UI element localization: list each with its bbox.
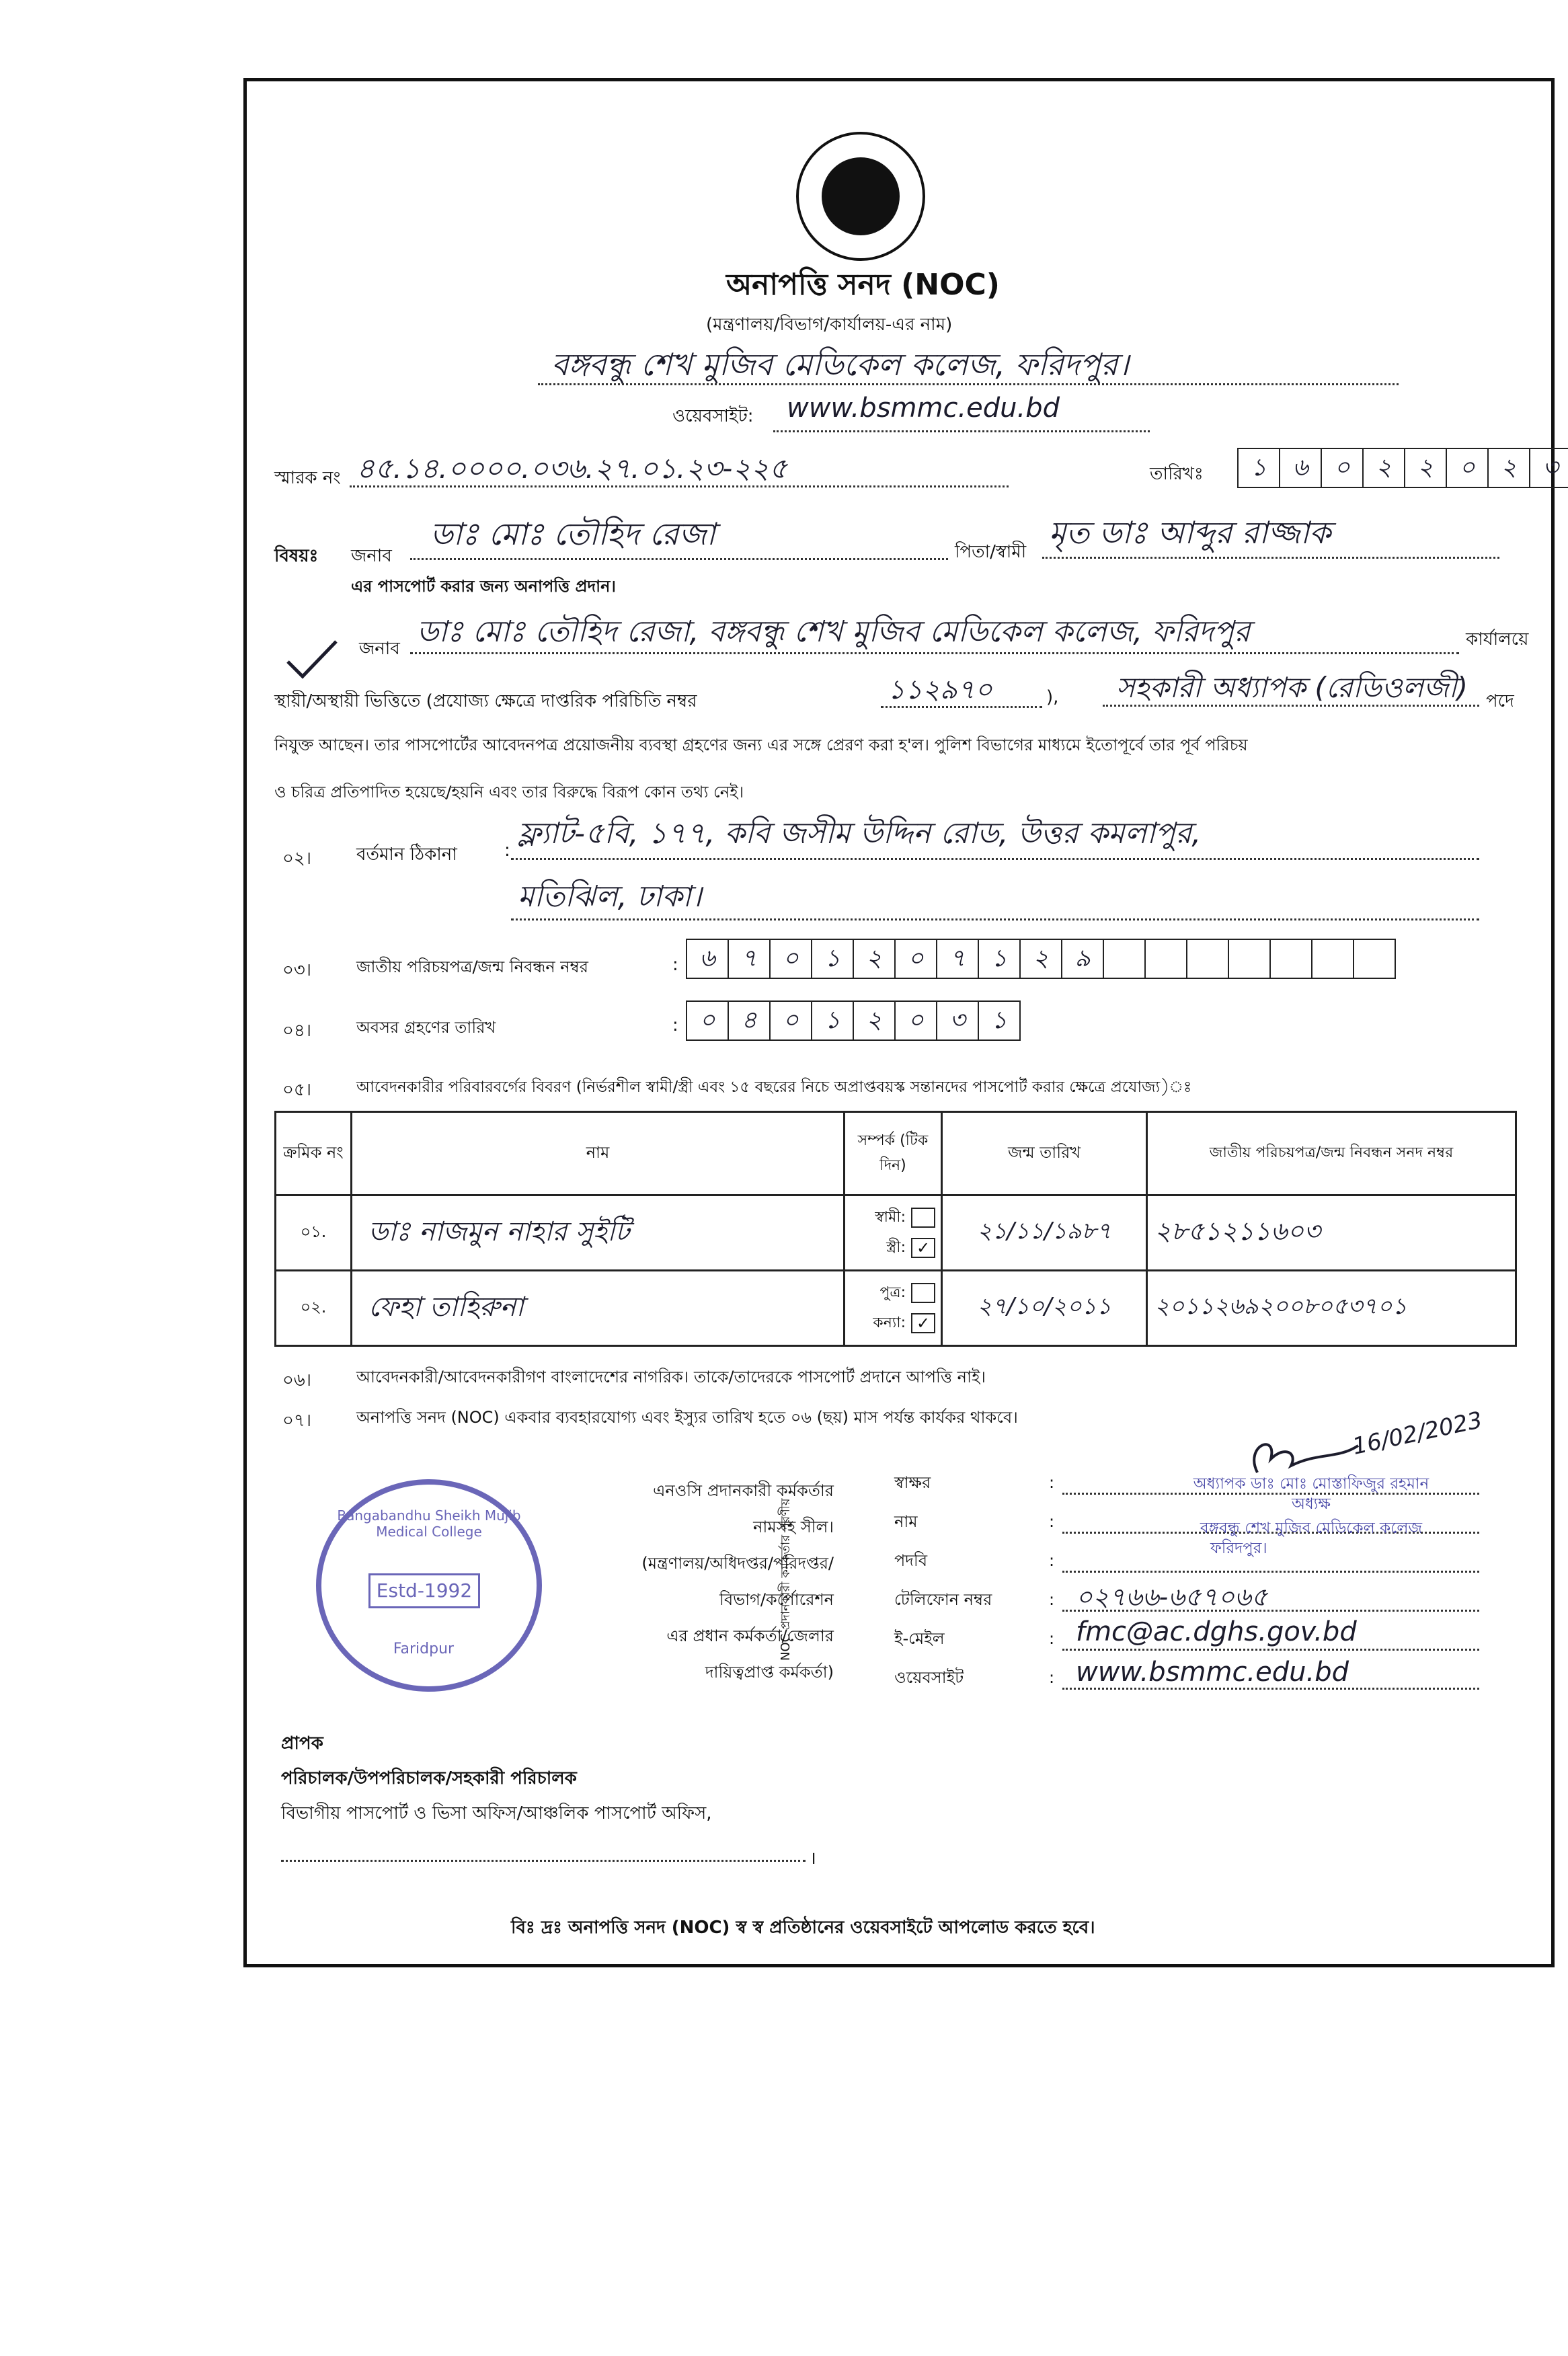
colon: : <box>672 955 678 975</box>
applicant-name: ডাঃ মোঃ তৌহিদ রেজা <box>430 516 715 552</box>
stamp-org: বঙ্গবন্ধু শেখ মুজিব মেডিকেল কলেজ <box>1200 1520 1423 1537</box>
colon-column: : : : : : : <box>1049 1473 1055 1687</box>
signatory-line: বিভাগ/কর্পোরেশন <box>719 1590 834 1609</box>
stamp-name: অধ্যাপক ডাঃ মোঃ মোস্তাফিজুর রহমান <box>1193 1475 1429 1493</box>
table-header-row <box>276 1112 1516 1195</box>
signatory-line: (মন্ত্রণালয়/অধিদপ্তর/পরিদপ্তর/ <box>641 1554 834 1573</box>
seal-text: Bangabandhu Sheikh Mujib Medical College <box>337 1507 521 1540</box>
subject-purpose: এর পাসপোর্ট করার জন্য অনাপত্তি প্রদান। <box>351 577 617 596</box>
memo-number: ৪৫.১৪.০০০০.০৩৬.২৭.০১.২৩-২২৫ <box>356 452 788 485</box>
item-number-02: ০২। <box>282 849 312 869</box>
father-name: মৃত ডাঃ আব্দুর রাজ্জাক <box>1049 514 1331 551</box>
signatory-line: নামসহ সীল। <box>753 1518 834 1536</box>
subject-label: বিষয়ঃ <box>274 546 319 566</box>
document-title: অনাপত্তি সনদ (NOC) <box>726 268 1000 302</box>
signature-date: 16/02/2023 <box>1349 1407 1485 1460</box>
relation-option-label: স্ত্রী: <box>886 1239 906 1256</box>
tick-mark-icon <box>285 639 339 682</box>
post-suffix: পদে <box>1486 691 1514 711</box>
address-line2: মতিঝিল, ঢাকা। <box>518 879 702 914</box>
father-label: পিতা/স্বামী <box>955 542 1027 562</box>
relation-checkbox[interactable]: ✓ <box>911 1238 935 1258</box>
recipient-line1: পরিচালক/উপপরিচালক/সহকারী পরিচালক <box>281 1768 577 1789</box>
stamp-title: অধ্যক্ষ <box>1291 1495 1331 1513</box>
colon: : <box>672 1015 678 1035</box>
vertical-note: NOC প্রদানকারী কর্মকর্তার পূরণীয় <box>779 1498 793 1661</box>
date-label: তারিখঃ <box>1150 464 1204 484</box>
footer-note: বিঃ দ্রঃ অনাপত্তি সনদ (NOC) স্ব স্ব প্রতিষ্ঠানের ওয়েবসাইটে আপলোড করতে হবে। <box>511 1918 1095 1938</box>
signatory-line: দায়িত্বপ্রাপ্ত কর্মকর্তা) <box>705 1663 834 1682</box>
row-dob: ২৭/১০/২০১১ <box>942 1271 1147 1346</box>
website-label: ওয়েবসাইট: <box>672 406 754 426</box>
nid-label: জাতীয় পরিচয়পত্র/জন্ম নিবন্ধন নম্বর <box>356 957 588 976</box>
row-serial: ০১. <box>276 1195 352 1271</box>
retirement-boxes: ০ ৪ ০ ১ ২ ০ ৩ ১ <box>686 1000 1019 1041</box>
college-seal <box>316 1479 542 1692</box>
row-nid: ২৮৫১২১১৬০৩ <box>1147 1195 1516 1271</box>
row-name: ফেহা তাহিরুনা <box>352 1271 845 1346</box>
phone-value: ০২৭৬৬-৬৫৭০৬৫ <box>1076 1582 1268 1612</box>
government-emblem <box>793 129 928 264</box>
recipient-line2: বিভাগীয় পাসপোর্ট ও ভিসা অফিস/আঞ্চলিক পাসপোর্ট অফিস, <box>281 1803 712 1823</box>
recipient-heading: প্রাপক <box>281 1733 323 1754</box>
post-name: সহকারী অধ্যাপক (রেডিওলজী) <box>1116 671 1468 704</box>
nid-boxes: ৬ ৭ ০ ১ ২ ০ ৭ ১ ২ ৯ <box>686 939 1395 979</box>
ministry-caption: (মন্ত্রণালয়/বিভাগ/কার্যালয়-এর নাম) <box>706 315 953 335</box>
office-suffix: কার্যালয়ে <box>1466 629 1529 650</box>
label-website: ওয়েবসাইট <box>894 1668 964 1687</box>
signatory-line: এর প্রধান কর্মকর্তা/জেলার <box>666 1626 834 1645</box>
paren-close: ), <box>1046 687 1059 707</box>
col-header-name: নাম <box>352 1112 845 1195</box>
row-dob: ২১/১১/১৯৮৭ <box>942 1195 1147 1271</box>
item-number-07: ০৭। <box>282 1411 312 1431</box>
relation-option-label: পুত্র: <box>879 1284 906 1301</box>
family-table <box>274 1111 1517 1347</box>
col-header-dob: জন্ম তারিখ <box>942 1112 1147 1195</box>
body-para-prefix: স্থায়ী/অস্থায়ী ভিত্তিতে (প্রযোজ্য ক্ষেত্রে দাপ্তরিক পরিচিতি নম্বর <box>274 691 697 711</box>
retirement-label: অবসর গ্রহণের তারিখ <box>356 1018 496 1037</box>
label-email: ই-মেইল <box>894 1629 945 1648</box>
official-id: ১১২৯৭০ <box>888 674 992 705</box>
colon: : <box>504 840 510 861</box>
row-relation <box>845 1195 942 1271</box>
col-header-nid: জাতীয় পরিচয়পত্র/জন্ম নিবন্ধন সনদ নম্বর <box>1147 1112 1516 1195</box>
label-signature: স্বাক্ষর <box>894 1473 931 1492</box>
col-header-serial: ক্রমিক নং <box>276 1112 352 1195</box>
subject-mr: জনাব <box>351 546 392 566</box>
seal-estd: Estd-1992 <box>368 1573 480 1608</box>
email-value: fmc@ac.dghs.gov.bd <box>1076 1616 1357 1647</box>
address-line1: ফ্ল্যাট-৫বি, ১৭৭, কবি জসীম উদ্দিন রোড, উত্তর কমলাপুর, <box>518 816 1202 851</box>
label-designation: পদবি <box>894 1551 928 1570</box>
item-number-03: ০৩। <box>282 960 312 980</box>
recipient-end: । <box>810 1848 816 1869</box>
relation-option-label: স্বামী: <box>875 1208 906 1226</box>
table-row <box>276 1195 1516 1271</box>
body-mr: জনাব <box>359 639 400 659</box>
relation-option-label: কন্যা: <box>873 1314 906 1331</box>
row-serial: ০২. <box>276 1271 352 1346</box>
memo-label: স্মারক নং <box>274 468 341 488</box>
item-number-05: ০৫। <box>282 1080 312 1100</box>
table-row <box>276 1271 1516 1346</box>
website-sign-value: www.bsmmc.edu.bd <box>1076 1657 1349 1688</box>
family-label: আবেদনকারীর পরিবারবর্গের বিবরণ (নির্ভরশীল স্বামী/স্ত্রী এবং ১৫ বছরের নিচে অপ্রাপ্তবয়স্ক সন্তানদের পাসপোর্ট করার ক্ষেত্রে প্রযোজ্য)ঃ <box>356 1078 1192 1096</box>
label-phone: টেলিফোন নম্বর <box>894 1590 992 1609</box>
date-boxes: ১ ৬ ০ ২ ২ ০ ২ ৩ <box>1237 448 1568 488</box>
stamp-place: ফরিদপুর। <box>1210 1540 1267 1557</box>
row-relation <box>845 1271 942 1346</box>
signatory-line: এনওসি প্রদানকারী কর্মকর্তার <box>653 1481 834 1500</box>
body-line4: ও চরিত্র প্রতিপাদিত হয়েছে/হয়নি এবং তার বিরুদ্ধে বিরূপ কোন তথ্য নেই। <box>274 783 744 801</box>
website-value: www.bsmmc.edu.bd <box>787 393 1060 424</box>
signatory-labels <box>894 1463 992 1697</box>
note-citizenship: আবেদনকারী/আবেদনকারীগণ বাংলাদেশের নাগরিক। তাকে/তাদেরকে পাসপোর্ট প্রদানে আপত্তি নাই। <box>356 1368 986 1386</box>
col-header-relation: সম্পর্ক (টিক দিন) <box>845 1112 942 1195</box>
address-label: বর্তমান ঠিকানা <box>356 845 457 865</box>
relation-checkbox[interactable] <box>911 1208 935 1228</box>
label-name: নাম <box>894 1512 918 1531</box>
seal-place: Faridpur <box>393 1641 455 1657</box>
item-number-04: ০৪। <box>282 1021 312 1041</box>
body-line3: নিযুক্ত আছেন। তার পাসপোর্টের আবেদনপত্র প্রয়োজনীয় ব্যবস্থা গ্রহণের জন্য এর সঙ্গে প্রেরণ করা হ'ল। পুলিশ বিভাগের মাধ্যমে ইতোপূর্বে তার পূর্ব পরিচয় <box>274 736 1248 754</box>
row-name: ডাঃ নাজমুন নাহার সুইটি <box>352 1195 845 1271</box>
relation-checkbox[interactable] <box>911 1283 935 1303</box>
body-detail: ডাঃ মোঃ তৌহিদ রেজা, বঙ্গবন্ধু শেখ মুজিব মেডিকেল কলেজ, ফরিদপুর <box>417 615 1251 649</box>
ministry-name: বঙ্গবন্ধু শেখ মুজিব মেডিকেল কলেজ, ফরিদপুর। <box>551 346 1129 383</box>
relation-checkbox[interactable]: ✓ <box>911 1313 935 1333</box>
officer-stamp <box>1157 1474 1466 1559</box>
item-number-06: ০৬। <box>282 1370 312 1390</box>
note-validity: অনাপত্তি সনদ (NOC) একবার ব্যবহারযোগ্য এবং ইস্যুর তারিখ হতে ০৬ (ছয়) মাস পর্যন্ত কার্যকর থাকবে। <box>356 1408 1018 1427</box>
row-nid: ২০১১২৬৯২০০৮০৫৩৭০১ <box>1147 1271 1516 1346</box>
